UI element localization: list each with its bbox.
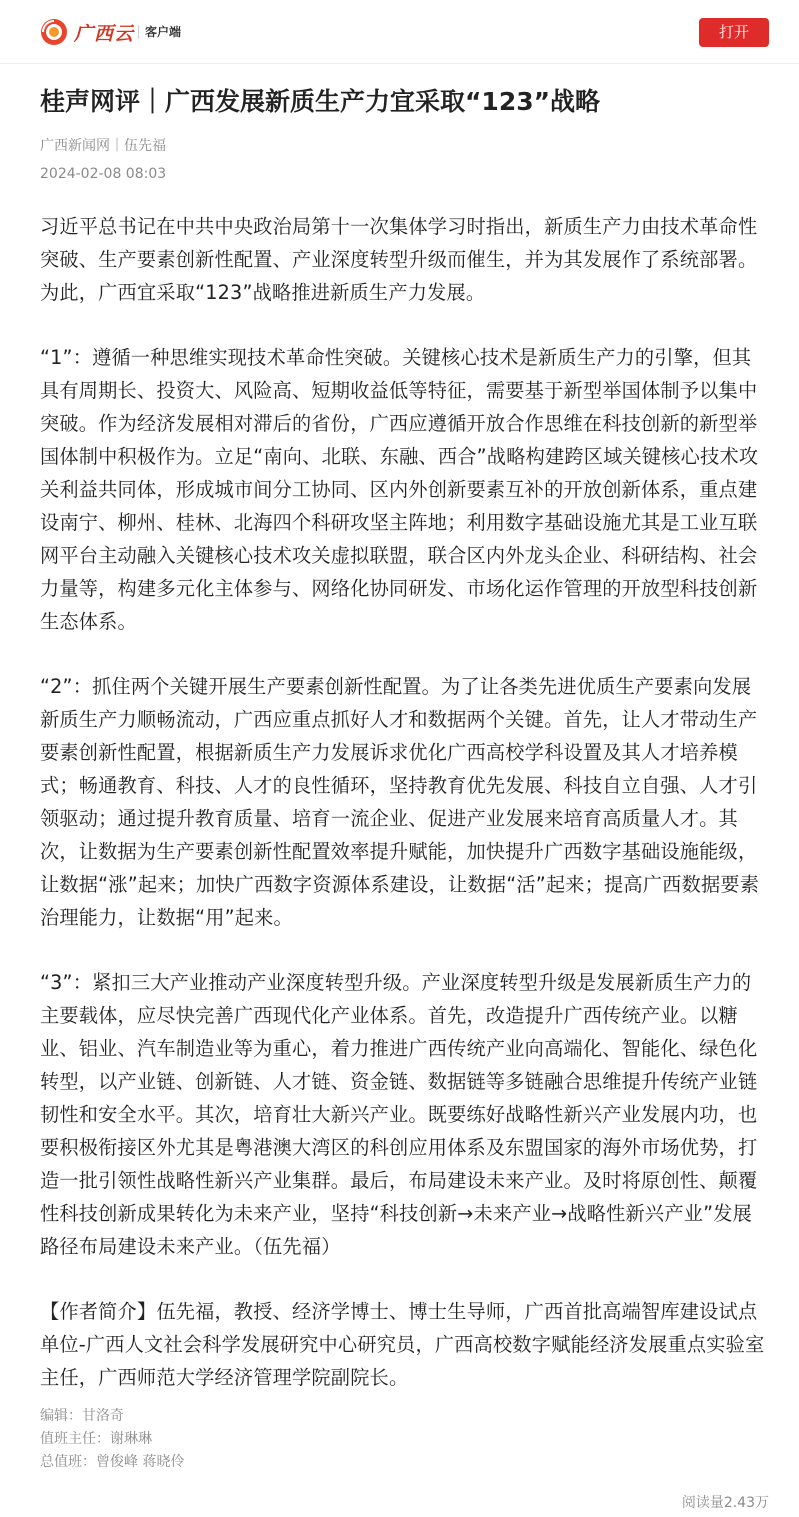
article-paragraph: “3”：紧扣三大产业推动产业深度转型升级。产业深度转型升级是发展新质生产力的主要载体，应尽快完善广西现代化产业体系。首先，改造提升广西传统产业。以糖业、铝业、汽车制造业等为重心，着力推进广西传统产业向高端化、智能化、绿色化转型，以产业链、创新链、人才链、资金链、数据链等多链融合思维提升传统产业链韧性和安全水平。其次，培育壮大新兴产业。既要练好战略性新兴产业发展内功，也要积极衔接区外尤其是粤港澳大湾区的科创应用体系及东盟国家的海外市场优势，打造一批引领性战略性新兴产业集群。最后，布局建设未来产业。及时将原创性、颠覆性科技创新成果转化为未来产业，坚持“科技创新→未来产业→战略性新兴产业”发展路径布局建设未来产业。（伍先福）: [40, 971, 758, 1258]
article-paragraph: “1”：遵循一种思维实现技术革命性突破。关键核心技术是新质生产力的引擎，但其具有周期长、投资大、风险高、短期收益低等特征，需要基于新型举国体制予以集中突破。作为经济发展相对滞后的省份，广西应遵循开放合作思维在科技创新的新型举国体制中积极作为。立足“南向、北联、东融、西合”战略构建跨区域关键核心技术攻关利益共同体，形成城市间分工协同、区内外创新要素互补的开放创新体系，重点建设南宁、柳州、桂林、北海四个科研攻坚主阵地；利用数字基础设施尤其是工业互联网平台主动融入关键核心技术攻关虚拟联盟，联合区内外龙头企业、科研结构、社会力量等，构建多元化主体参与、网络化协同研发、市场化运作管理的开放型科技创新生态体系。: [40, 346, 759, 633]
app-logo[interactable]: [40, 18, 181, 46]
logo-badge: 客户端: [138, 25, 181, 39]
article-title: 桂声网评｜广西发展新质生产力宜采取“123”战略: [40, 87, 601, 116]
author-bio: 【作者简介】伍先福，教授、经济学博士、博士生导师，广西首批高端智库建设试点单位-广西人文社会科学发展研究中心研究员，广西高校数字赋能经济发展重点实验室主任，广西师范大学经济管理学院副院长。: [40, 1300, 765, 1389]
article-paragraph: “2”：抓住两个关键开展生产要素创新性配置。为了让各类先进优质生产要素向发展新质生产力顺畅流动，广西应重点抓好人才和数据两个关键。首先，让人才带动生产要素创新性配置，根据新质生产力发展诉求优化广西高校学科设置及其人才培养模式；畅通教育、科技、人才的良性循环，坚持教育优先发展、科技自立自强、人才引领驱动；通过提升教育质量、培育一流企业、促进产业发展来培育高质量人才。其次，让数据为生产要素创新性配置效率提升赋能，加快提升广西数字基础设施能级，让数据“涨”起来；加快广西数字资源体系建设，让数据“活”起来；提高广西数据要素治理能力，让数据“用”起来。: [40, 675, 760, 929]
article-body: [40, 210, 770, 1426]
read-count: 阅读量2.43万: [681, 1495, 769, 1511]
open-app-button[interactable]: 打开: [699, 18, 769, 47]
article-paragraph: 习近平总书记在中共中央政治局第十一次集体学习时指出，新质生产力由技术革命性突破、生产要素创新性配置、产业深度转型升级而催生，并为其发展作了系统部署。为此，广西宜采取“123”战略推进新质生产力发展。: [40, 215, 758, 304]
logo-mark-icon: [40, 18, 68, 46]
logo-name: 广西云: [74, 22, 135, 45]
chief-on-duty-line: 总值班：曾俊峰 蒋晓伶: [40, 1454, 185, 1470]
article-time: 2024-02-08 08:03: [40, 166, 167, 182]
article-source: 广西新闻网｜伍先福: [40, 138, 166, 154]
duty-chief-line: 值班主任：谢琳琳: [40, 1431, 152, 1447]
editor-line: 编辑：甘洛奇: [40, 1408, 124, 1424]
app-header: [0, 0, 799, 64]
editor-credits: [40, 1405, 184, 1474]
